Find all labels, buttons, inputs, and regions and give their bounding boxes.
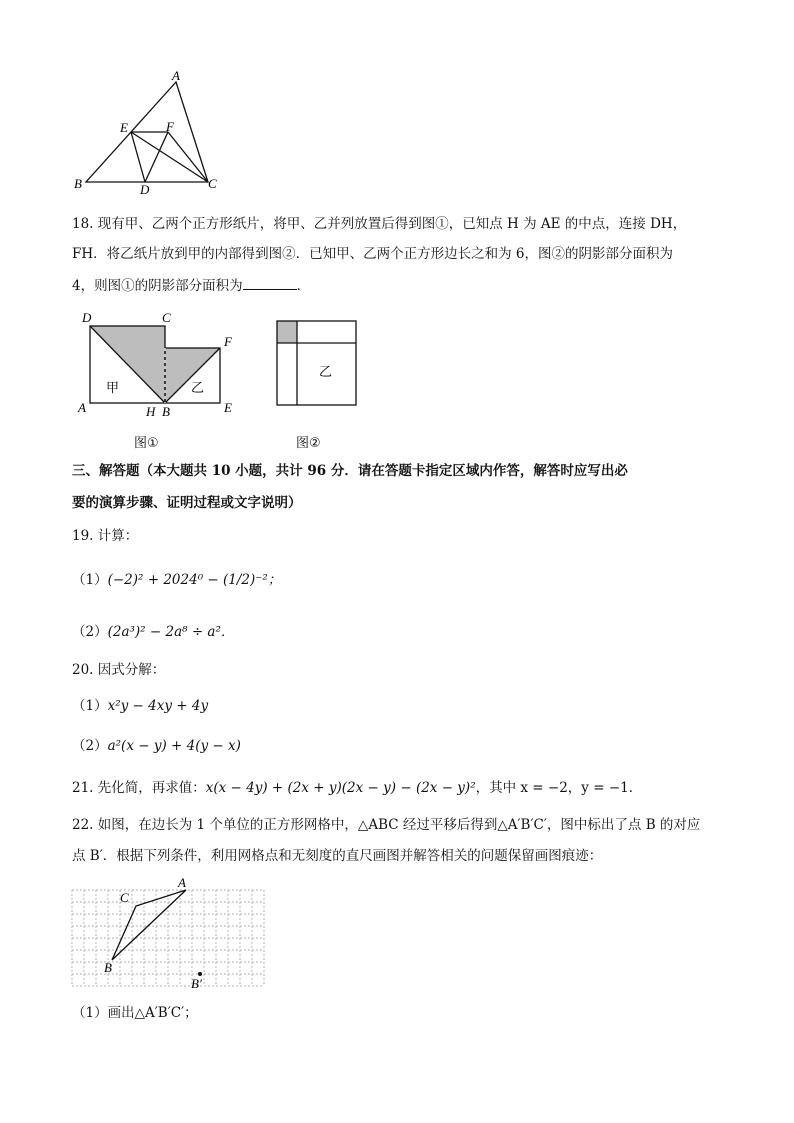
fig2-label-yi: 乙 (319, 365, 333, 380)
q21-text: 21. 先化简，再求值： (72, 780, 206, 796)
label-F: F (166, 119, 174, 134)
q20-part-1 (72, 696, 208, 716)
q19-title: 19. 计算： (72, 528, 139, 544)
grid-label-B: B (104, 960, 112, 975)
fig1-label-A: A (78, 400, 86, 415)
q21-condition: ，其中 x = −2，y = −1． (475, 780, 643, 796)
q18-line-3-text: 4，则图①的阴影部分面积为 (72, 278, 243, 294)
q18-line-2: FH．将乙纸片放到甲的内部得到图②．已知甲、乙两个正方形边长之和为 6，图②的阴影部分面积为 (72, 246, 674, 262)
q18-line-3-end: ． (296, 278, 311, 294)
q22-line-1: 22. 如图，在边长为 1 个单位的正方形网格中，△ABC 经过平移后得到△A′B′C′，图中标出了点 B 的对应 (72, 817, 701, 833)
fig1-caption: 图① (134, 436, 159, 451)
q19-p2-expr: (2a³)² − 2a⁸ ÷ a²． (107, 624, 235, 640)
section3-line-1: 三、解答题（本大题共 10 小题，共计 96 分．请在答题卡指定区域内作答，解答时应写出必 (72, 463, 628, 479)
label-B: B (74, 176, 82, 191)
q21-line (72, 778, 642, 798)
q20-p1-label: （1） (72, 698, 108, 714)
q22-part-1: （1）画出△A′B′C′； (72, 1005, 198, 1021)
grid-label-C: C (120, 890, 129, 905)
q19-part-2 (72, 622, 234, 642)
grid-figure (60, 876, 280, 996)
fig1-label-C: C (162, 310, 171, 325)
fig1-label-E: E (224, 400, 232, 415)
fig1-label-D: D (82, 310, 92, 325)
triangle-figure (70, 68, 230, 198)
q20-p2-label: （2） (72, 738, 108, 754)
fig2-caption: 图② (296, 436, 321, 451)
label-C: C (208, 176, 217, 191)
q20-p1-expr: x²y − 4xy + 4y (107, 698, 209, 714)
fig1-label-yi: 乙 (191, 381, 205, 396)
fig1-label-H: H (146, 404, 156, 419)
figure-1 (74, 308, 254, 426)
section3-line-2: 要的演算步骤、证明过程或文字说明） (72, 495, 302, 511)
fig1-label-B: B (162, 404, 170, 419)
label-D: D (140, 182, 150, 197)
grid-label-A: A (178, 876, 186, 890)
q19-part-1 (72, 570, 281, 590)
grid-label-B-prime: B′ (191, 976, 202, 991)
fig1-label-F: F (224, 334, 232, 349)
q20-p2-expr: a²(x − y) + 4(y − x) (107, 738, 241, 754)
q18-line-3 (72, 276, 310, 296)
q18-line-1: 18. 现有甲、乙两个正方形纸片，将甲、乙并列放置后得到图①，已知点 H 为 AE 的中点，连接 DH， (72, 216, 687, 232)
q19-p2-label: （2） (72, 624, 108, 640)
label-A: A (172, 68, 180, 83)
q21-expr: x(x − 4y) + (2x + y)(2x − y) − (2x − y)² (205, 780, 476, 796)
q19-p1-label: （1） (72, 572, 108, 588)
figure-2 (272, 318, 362, 408)
label-E: E (120, 120, 128, 135)
q20-title: 20. 因式分解： (72, 662, 166, 678)
fig1-label-jia: 甲 (106, 381, 120, 396)
answer-blank (243, 277, 297, 290)
q19-p1-expr: (−2)² + 2024⁰ − (1/2)⁻²； (107, 572, 282, 588)
q22-line-2: 点 B′．根据下列条件，利用网格点和无刻度的直尺画图并解答相关的问题保留画图痕迹： (72, 848, 603, 864)
q20-part-2 (72, 736, 241, 756)
